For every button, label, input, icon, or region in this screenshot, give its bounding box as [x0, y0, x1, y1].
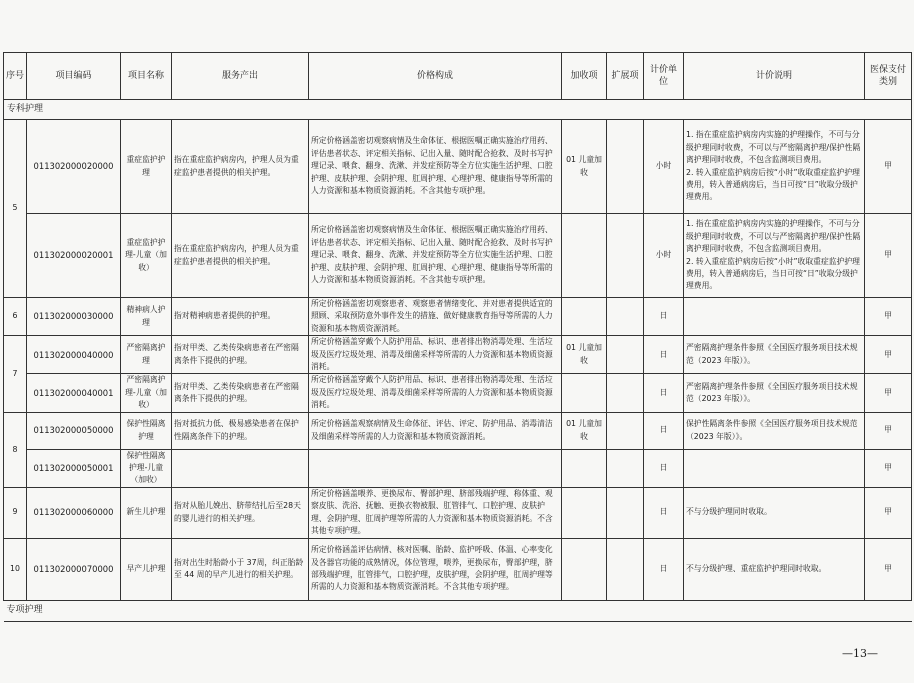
section-row-special	[4, 100, 912, 120]
cell-unit: 日	[644, 374, 684, 412]
cell-note: 保护性隔离条件参照《全国医疗服务项目技术规范（2023 年版）》。	[684, 412, 865, 449]
cell-name: 早产儿护理	[121, 538, 172, 600]
cell-price: 所定价格涵盖观察病情及生命体征、评估、评定、防护用品、消毒清洁及细菌采样等所需的人力资源和基本物质资源消耗。	[309, 412, 562, 449]
table-row	[4, 214, 912, 298]
table-row	[4, 374, 912, 412]
cell-unit: 小时	[644, 120, 684, 214]
cell-ext	[607, 487, 644, 538]
cell-output: 指在重症监护病房内，护理人员为重症监护患者提供的相关护理。	[172, 120, 309, 214]
cell-ext	[607, 449, 644, 487]
cell-ext	[607, 412, 644, 449]
cell-output: 指对精神病患者提供的护理。	[172, 298, 309, 336]
header-name: 项目名称	[121, 53, 172, 100]
header-cat: 医保支付类别	[865, 53, 912, 100]
header-note: 计价说明	[684, 53, 865, 100]
cell-add: 01 儿童加收	[562, 120, 607, 214]
cell-cat: 甲	[865, 298, 912, 336]
cell-name: 严密隔离护理-儿童（加收）	[121, 374, 172, 412]
cell-name: 保护性隔离护理	[121, 412, 172, 449]
cell-seq: 10	[4, 538, 27, 600]
cell-seq: 8	[4, 412, 27, 487]
cell-output: 指对甲类、乙类传染病患者在严密隔离条件下提供的护理。	[172, 374, 309, 412]
cell-code: 011302000070000	[27, 538, 121, 600]
cell-code: 011302000050000	[27, 412, 121, 449]
cell-cat: 甲	[865, 449, 912, 487]
cell-add	[562, 298, 607, 336]
cell-cat: 甲	[865, 336, 912, 374]
table-row	[4, 538, 912, 600]
cell-code: 011302000050001	[27, 449, 121, 487]
cell-ext	[607, 120, 644, 214]
cell-add: 01 儿童加收	[562, 336, 607, 374]
cell-note	[684, 449, 865, 487]
page-number: —13—	[842, 647, 878, 660]
cell-add	[562, 214, 607, 298]
cell-note: 1. 指在重症监护病房内实施的护理操作，不可与分级护理同时收费，不可以与严密隔离护理/保护性隔离护理同时收费，不包含监测项目费用。 2. 转入重症监护病房后按“小时”收取重症监护护理费用，转入普通病房后，当日可按“日”收取分级护理费用。	[684, 214, 865, 298]
cell-cat: 甲	[865, 538, 912, 600]
cell-seq: 5	[4, 120, 27, 298]
cell-unit: 日	[644, 298, 684, 336]
cell-ext	[607, 298, 644, 336]
header-unit: 计价单位	[644, 53, 684, 100]
cell-add	[562, 449, 607, 487]
cell-price	[309, 449, 562, 487]
cell-note: 不与分级护理同时收取。	[684, 487, 865, 538]
cell-seq: 7	[4, 336, 27, 412]
cell-note	[684, 298, 865, 336]
cell-note: 1. 指在重症监护病房内实施的护理操作，不可与分级护理同时收费，不可以与严密隔离护理/保护性隔离护理同时收费，不包含监测项目费用。 2. 转入重症监护病房后按“小时”收取重症监护护理费用，转入普通病房后，当日可按“日”收取分级护理费用。	[684, 120, 865, 214]
header-ext: 扩展项	[607, 53, 644, 100]
cell-price: 所定价格涵盖喂养、更换尿布、臀部护理、脐部残端护理、称体重、观察皮肤、洗浴、抚触、更换衣物被服、肛管排气、口腔护理、皮肤护理、会阴护理、肛周护理等所需的人力资源和基本物质资源消耗。不含其他专项护理。	[309, 487, 562, 538]
table-row	[4, 336, 912, 374]
cell-code: 011302000020001	[27, 214, 121, 298]
cell-price: 所定价格涵盖评估病情、核对医嘱、胎龄、监护呼吸、体温、心率变化及各器官功能的成熟情况，体位管理，喂养，更换尿布，臀部护理，脐部残端护理，肛管排气，口腔护理，皮肤护理，会阴护理，肛周护理等所需的人力资源和基本物质资源消耗。不含其他专项护理。	[309, 538, 562, 600]
cell-output: 指在重症监护病房内，护理人员为重症监护患者提供的相关护理。	[172, 214, 309, 298]
cell-note: 严密隔离护理条件参照《全国医疗服务项目技术规范（2023 年版）》。	[684, 336, 865, 374]
cell-unit: 日	[644, 487, 684, 538]
cell-add: 01 儿童加收	[562, 412, 607, 449]
table-row	[4, 449, 912, 487]
cell-output	[172, 449, 309, 487]
cell-cat: 甲	[865, 214, 912, 298]
cell-unit: 日	[644, 538, 684, 600]
table-row	[4, 120, 912, 214]
table-row	[4, 412, 912, 449]
cell-cat: 甲	[865, 120, 912, 214]
header-row	[4, 53, 912, 100]
cell-price: 所定价格涵盖密切观察病情及生命体征、根据医嘱正确实施治疗用药、评估患者状态、评定相关指标、记出入量、随时配合抢救、及时书写护理记录、喂食、翻身、洗漱、并发症预防等全方位实施生活护理、口腔护理、皮肤护理、会阴护理、肛周护理、心理护理、健康指导等所需的人力资源和基本物质资源消耗。不含其他专项护理。	[309, 120, 562, 214]
cell-output: 指对从胎儿娩出、脐带结扎后至28天的婴儿进行的相关护理。	[172, 487, 309, 538]
cell-seq: 6	[4, 298, 27, 336]
header-output: 服务产出	[172, 53, 309, 100]
cell-cat: 甲	[865, 412, 912, 449]
pricing-table	[3, 52, 912, 622]
cell-unit: 小时	[644, 214, 684, 298]
cell-cat: 甲	[865, 374, 912, 412]
header-code: 项目编码	[27, 53, 121, 100]
cell-unit: 日	[644, 336, 684, 374]
section-title: 专项护理	[4, 600, 912, 621]
cell-ext	[607, 374, 644, 412]
cell-price: 所定价格涵盖密切观察患者、观察患者情绪变化、并对患者提供适宜的照顾、采取预防意外事件发生的措施、做好健康教育指导等所需的人力资源和基本物质资源消耗。	[309, 298, 562, 336]
cell-seq: 9	[4, 487, 27, 538]
header-seq: 序号	[4, 53, 27, 100]
cell-ext	[607, 336, 644, 374]
cell-price: 所定价格涵盖穿戴个人防护用品、标识、患者排出物消毒处理、生活垃圾及医疗垃圾处理、消毒及细菌采样等所需的人力资源和基本物质资源消耗。	[309, 374, 562, 412]
section-row-dedicated	[4, 600, 912, 621]
cell-output: 指对抵抗力低、极易感染患者在保护性隔离条件下的护理。	[172, 412, 309, 449]
cell-note: 不与分级护理、重症监护护理同时收取。	[684, 538, 865, 600]
table-row	[4, 298, 912, 336]
cell-name: 精神病人护理	[121, 298, 172, 336]
cell-name: 严密隔离护理	[121, 336, 172, 374]
cell-price: 所定价格涵盖穿戴个人防护用品、标识、患者排出物消毒处理、生活垃圾及医疗垃圾处理、消毒及细菌采样等所需的人力资源和基本物质资源消耗。	[309, 336, 562, 374]
cell-ext	[607, 214, 644, 298]
cell-ext	[607, 538, 644, 600]
cell-price: 所定价格涵盖密切观察病情及生命体征、根据医嘱正确实施治疗用药、评估患者状态、评定相关指标、记出入量、随时配合抢救、及时书写护理记录、喂食、翻身、洗漱、并发症预防等全方位实施生活护理、口腔护理、皮肤护理、会阴护理、肛周护理、心理护理、健康指导等所需的人力资源和基本物质资源消耗。不含其他专项护理。	[309, 214, 562, 298]
cell-code: 011302000060000	[27, 487, 121, 538]
cell-name: 新生儿护理	[121, 487, 172, 538]
cell-add	[562, 487, 607, 538]
cell-name: 重症监护护理	[121, 120, 172, 214]
cell-output: 指对甲类、乙类传染病患者在严密隔离条件下提供的护理。	[172, 336, 309, 374]
header-price: 价格构成	[309, 53, 562, 100]
cell-code: 011302000040001	[27, 374, 121, 412]
cell-output: 指对出生时胎龄小于 37周，纠正胎龄至 44 周的早产儿进行的相关护理。	[172, 538, 309, 600]
cell-unit: 日	[644, 412, 684, 449]
cell-code: 011302000020000	[27, 120, 121, 214]
cell-name: 重症监护护理-儿童（加收）	[121, 214, 172, 298]
cell-unit: 日	[644, 449, 684, 487]
table-row	[4, 487, 912, 538]
cell-add	[562, 374, 607, 412]
cell-add	[562, 538, 607, 600]
cell-code: 011302000040000	[27, 336, 121, 374]
section-title: 专科护理	[4, 100, 912, 120]
cell-note: 严密隔离护理条件参照《全国医疗服务项目技术规范（2023 年版）》。	[684, 374, 865, 412]
cell-cat: 甲	[865, 487, 912, 538]
cell-name: 保护性隔离护理-儿童（加收）	[121, 449, 172, 487]
header-add: 加收项	[562, 53, 607, 100]
cell-code: 011302000030000	[27, 298, 121, 336]
